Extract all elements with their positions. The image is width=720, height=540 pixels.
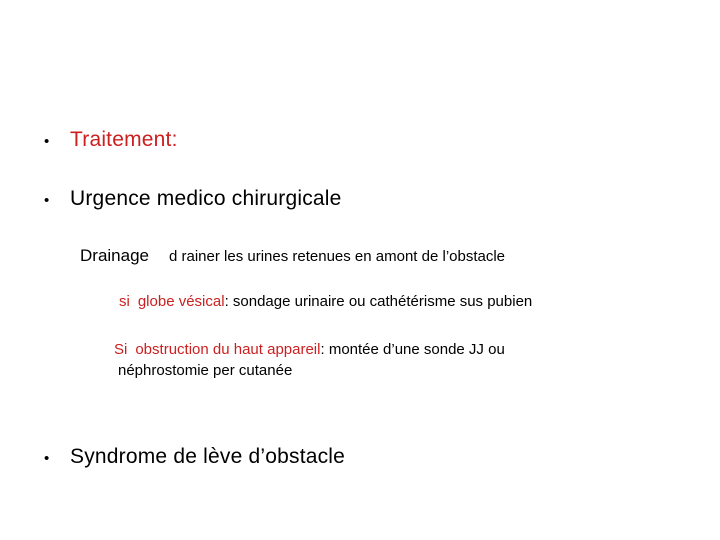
obstruction-line [114,339,505,381]
drainage-line [80,246,505,266]
bullet-icon: • [44,450,50,467]
drainage-description: d rainer les urines retenues en amont de l’obstacle [169,248,506,265]
globe-prefix: si [119,293,130,310]
obstruction-condition: obstruction du haut appareil [135,341,321,358]
globe-condition: globe vésical [137,293,225,310]
syndrome-text: Syndrome de lève d’obstacle [70,445,346,468]
urgence-text: Urgence medico chirurgicale [70,187,342,210]
globe-action: sondage urinaire ou cathétérisme sus pubien [228,293,533,310]
obstruction-colon: : [320,341,325,358]
obstruction-prefix: Si [114,341,128,358]
obstruction-action: montée d’une sonde JJ ou [324,341,505,358]
globe-colon: : [224,293,229,310]
bullet-icon: • [44,133,50,150]
obstruction-continuation: néphrostomie per cutanée [118,362,293,379]
bullet-icon: • [44,192,50,209]
bullet-traitement [44,128,178,152]
traitement-heading: Traitement: [70,128,178,151]
drainage-term: Drainage [80,246,149,265]
globe-vesical-line [119,293,532,310]
bullet-syndrome [44,445,345,469]
bullet-urgence [44,187,342,211]
